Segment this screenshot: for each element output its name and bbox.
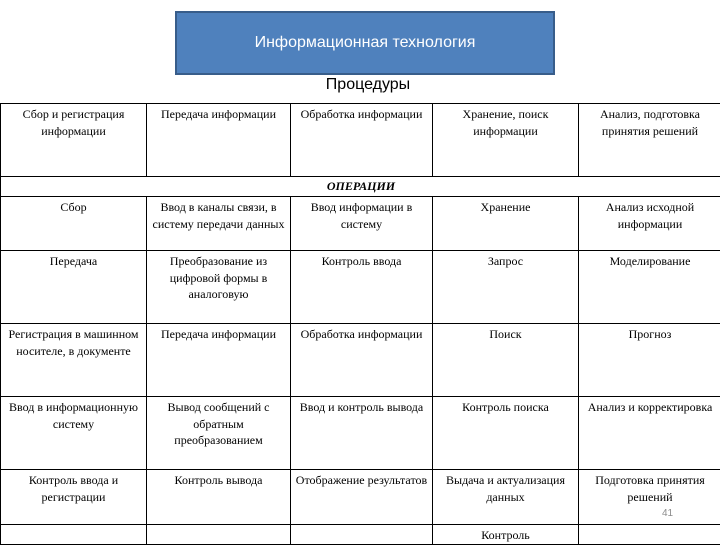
table-cell: Анализ исходной информации (579, 196, 720, 250)
table-row (1, 323, 720, 396)
title-text: Информационная технология (255, 34, 476, 52)
table-cell: Анализ и корректировка (579, 396, 720, 469)
table-cell: Контроль вывода (147, 469, 291, 524)
table-row (1, 469, 720, 524)
table-cell (1, 524, 147, 544)
table-cell: Контроль (433, 524, 579, 544)
table-row (1, 524, 720, 544)
procedures-table (0, 103, 720, 545)
table-cell: Ввод в информационную систему (1, 396, 147, 469)
title-banner (175, 11, 555, 75)
table-cell: Сбор (1, 196, 147, 250)
table-row (1, 396, 720, 469)
table-cell: Выдача и актуализация данных (433, 469, 579, 524)
procedures-header-row (1, 104, 720, 177)
page-number: 41 (662, 508, 673, 519)
table-cell: Ввод в каналы связи, в систему передачи данных (147, 196, 291, 250)
table-row (1, 250, 720, 323)
table-cell: Хранение (433, 196, 579, 250)
table-cell: Регистрация в машинном носителе, в документе (1, 323, 147, 396)
table-cell: Контроль ввода и регистрации (1, 469, 147, 524)
table-cell: Контроль поиска (433, 396, 579, 469)
table-cell (147, 524, 291, 544)
procedure-cell: Обработка информации (291, 104, 433, 177)
procedure-cell: Сбор и регистрация информации (1, 104, 147, 177)
procedure-cell: Передача информации (147, 104, 291, 177)
operations-label: ОПЕРАЦИИ (1, 177, 720, 197)
table-cell: Контроль ввода (291, 250, 433, 323)
table-cell (291, 524, 433, 544)
table-cell: Запрос (433, 250, 579, 323)
table-cell: Преобразование из цифровой формы в аналоговую (147, 250, 291, 323)
table-cell: Ввод и контроль вывода (291, 396, 433, 469)
table-cell: Моделирование (579, 250, 720, 323)
table-cell: Подготовка принятия решений (579, 469, 720, 524)
operations-label-row (1, 177, 720, 197)
table-cell: Обработка информации (291, 323, 433, 396)
table-cell (579, 524, 720, 544)
table-cell: Отображение результатов (291, 469, 433, 524)
table-cell: Прогноз (579, 323, 720, 396)
table-cell: Поиск (433, 323, 579, 396)
procedure-cell: Анализ, подготовка принятия решений (579, 104, 720, 177)
table-row (1, 196, 720, 250)
procedure-cell: Хранение, поиск информации (433, 104, 579, 177)
table-cell: Вывод сообщений с обратным преобразованием (147, 396, 291, 469)
table-cell: Ввод информации в систему (291, 196, 433, 250)
table-cell: Передача (1, 250, 147, 323)
subtitle: Процедуры (0, 76, 720, 94)
table-cell: Передача информации (147, 323, 291, 396)
